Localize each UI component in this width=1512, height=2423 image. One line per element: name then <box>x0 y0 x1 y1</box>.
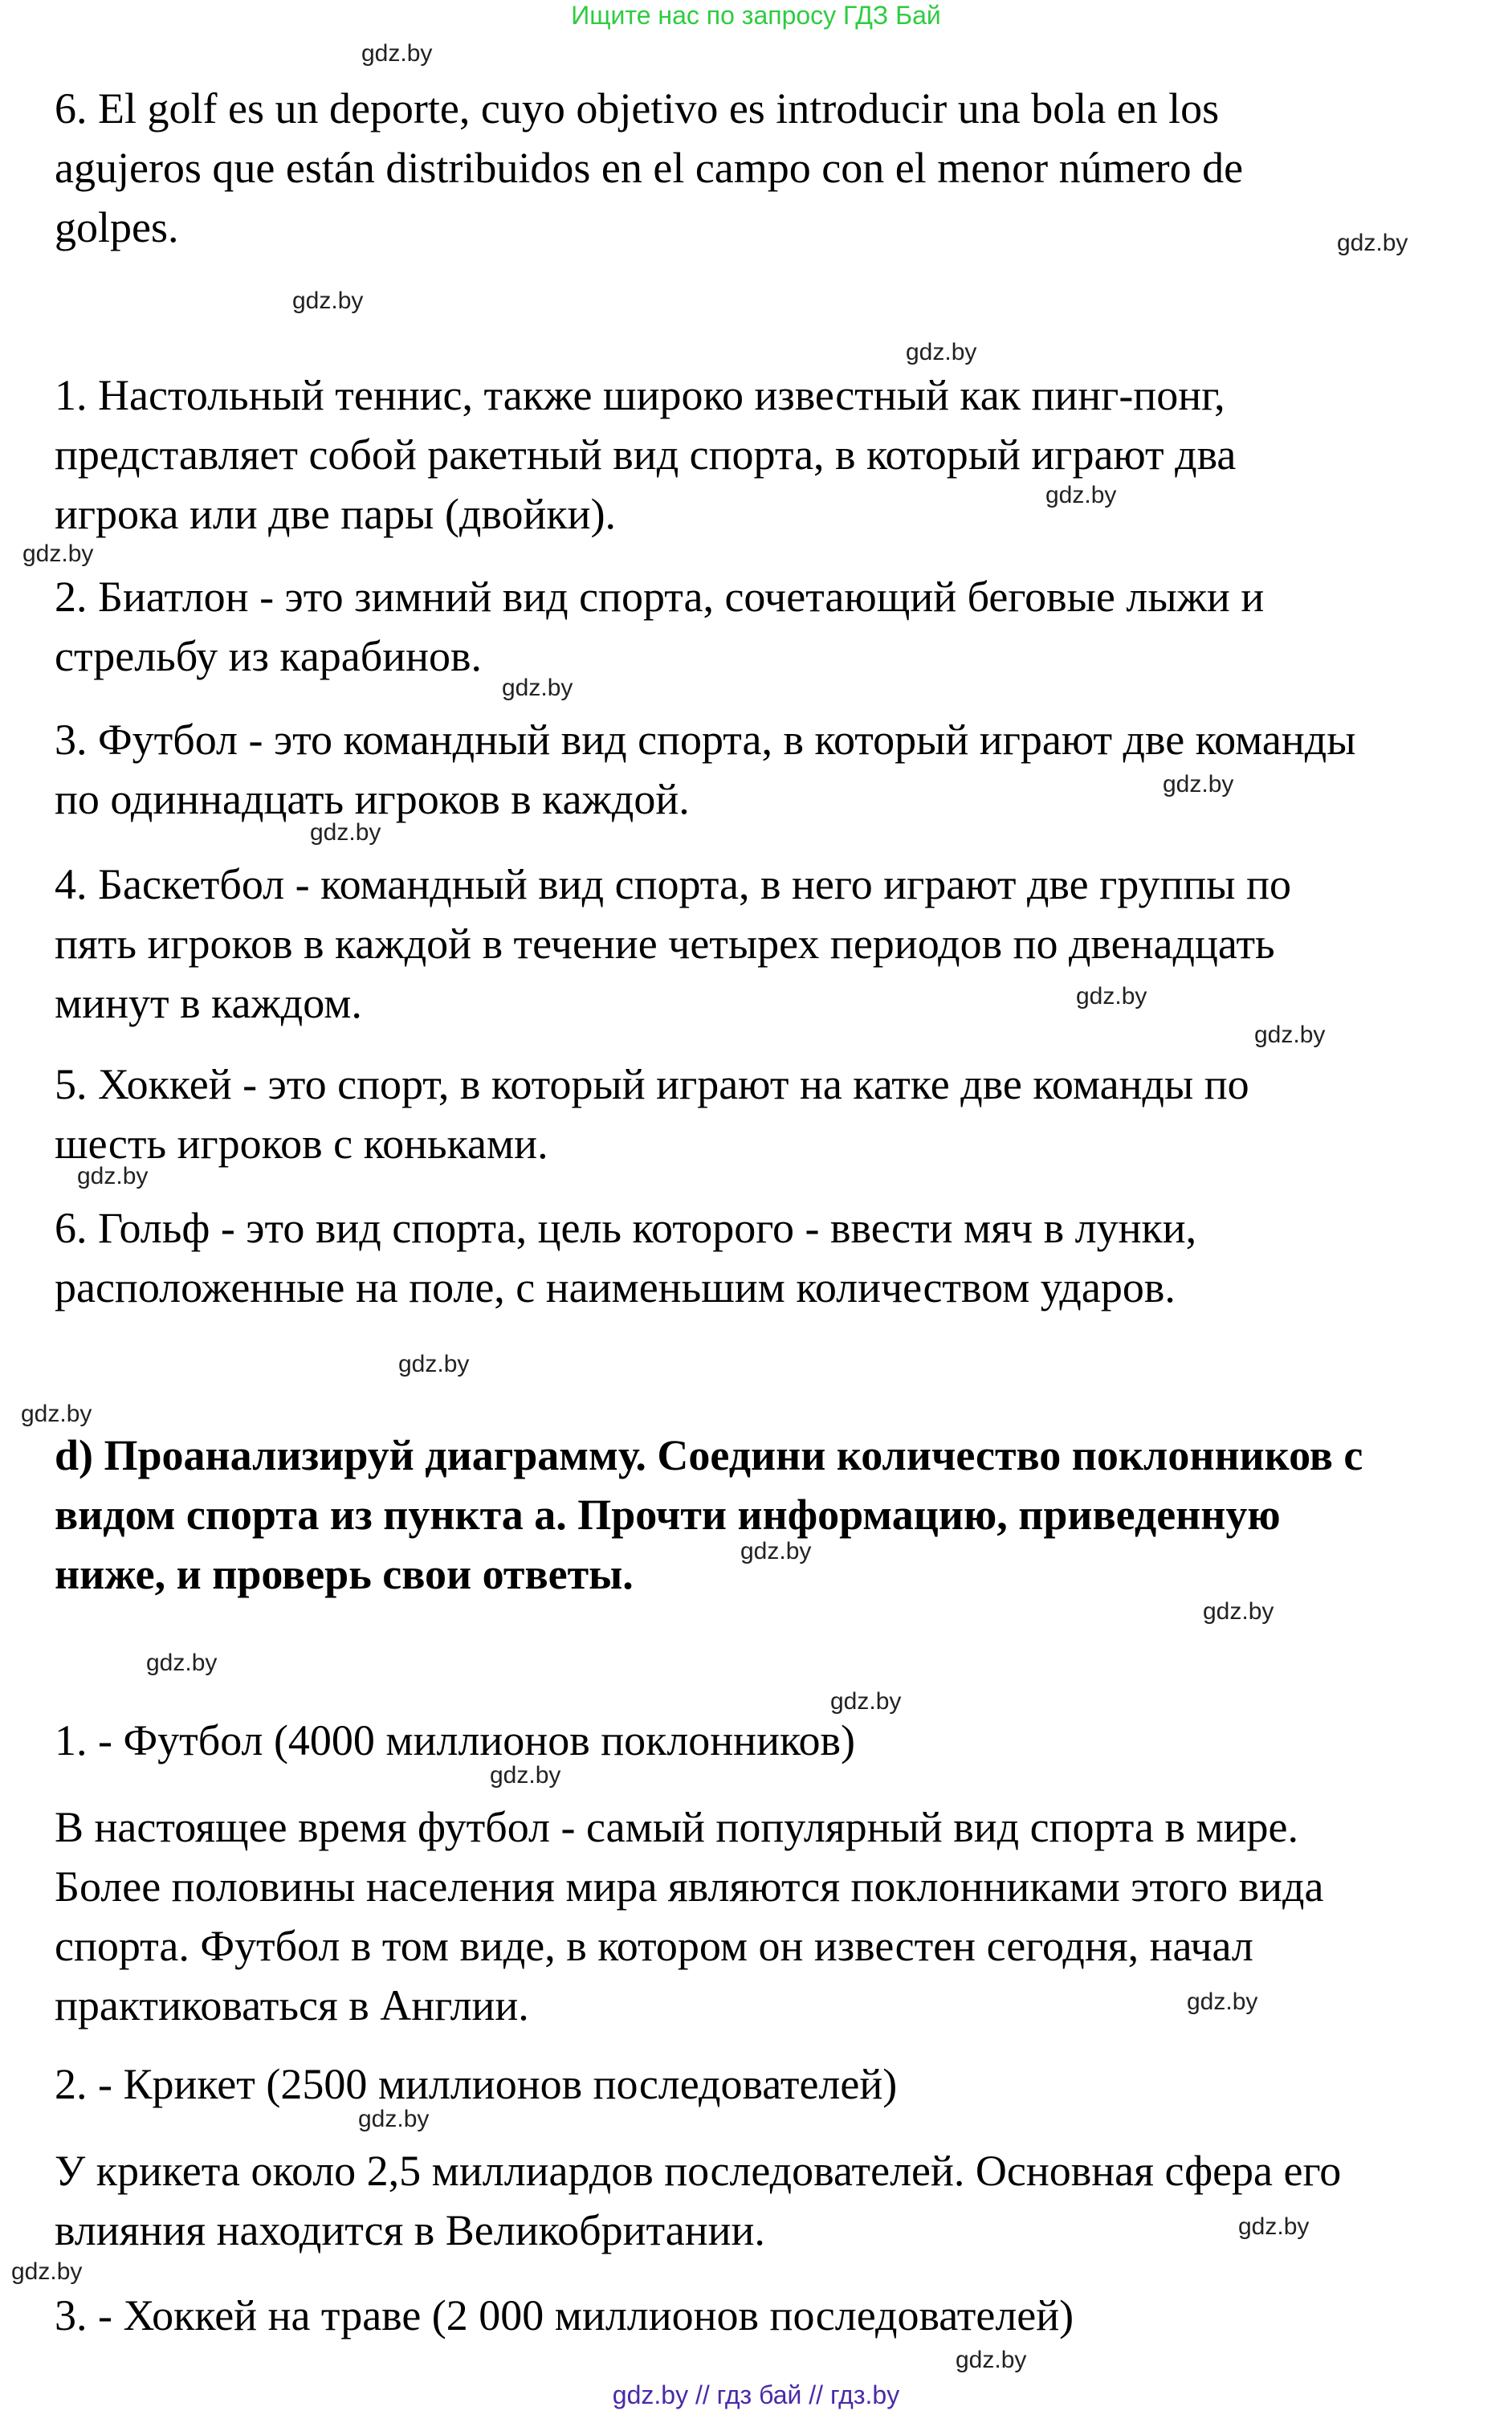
watermark: gdz.by <box>1076 983 1147 1010</box>
watermark: gdz.by <box>1254 1022 1326 1048</box>
watermark: gdz.by <box>1203 1598 1274 1625</box>
answer-2-heading: 2. - Крикет (2500 миллионов последователей) <box>55 2060 898 2108</box>
translation-item-6: 6. Гольф - это вид спорта, цель которого - ввести мяч в лунки, расположенные на поле, с наименьшим количеством ударов. <box>55 1204 1197 1311</box>
watermark: gdz.by <box>292 288 364 314</box>
watermark: gdz.by <box>21 1401 92 1427</box>
answer-3-heading: 3. - Хоккей на траве (2 000 миллионов последователей) <box>55 2291 1074 2339</box>
watermark: gdz.by <box>1045 482 1117 508</box>
watermark: gdz.by <box>1238 2213 1310 2240</box>
spanish-item-6: 6. El golf es un deporte, cuyo objetivo es introducir una bola en los agujeros que están distribuidos en el campo con el menor número de golpes. <box>55 84 1244 251</box>
watermark: gdz.by <box>310 819 381 846</box>
watermark: gdz.by <box>358 2106 430 2132</box>
translation-item-4: 4. Баскетбол - командный вид спорта, в него играют две группы по пять игроков в каждой в течение четырех периодов по двенадцать минут в каждом. <box>55 860 1291 1027</box>
translation-item-1: 1. Настольный теннис, также широко известный как пинг-понг, представляет собой ракетный вид спорта, в который играют два игрока или две пары (двойки). <box>55 371 1237 538</box>
watermark: gdz.by <box>22 540 94 567</box>
watermark: gdz.by <box>1163 771 1234 797</box>
answer-2-text: У крикета около 2,5 миллиардов последователей. Основная сфера его влияния находится в Великобритании. <box>55 2147 1342 2254</box>
header-banner[interactable]: Ищите нас по запросу ГДЗ Бай <box>571 1 941 30</box>
watermark: gdz.by <box>1187 1989 1258 2015</box>
answer-1-heading: 1. - Футбол (4000 миллионов поклонников) <box>55 1716 855 1764</box>
watermark: gdz.by <box>906 339 977 365</box>
translation-item-3: 3. Футбол - это командный вид спорта, в который играют две команды по одиннадцать игроков в каждой. <box>55 716 1356 823</box>
translation-item-5: 5. Хоккей - это спорт, в который играют на катке две команды по шесть игроков с коньками. <box>55 1060 1249 1168</box>
watermark: gdz.by <box>830 1688 902 1715</box>
watermark: gdz.by <box>398 1351 470 1377</box>
watermark: gdz.by <box>146 1650 218 1676</box>
watermark: gdz.by <box>1337 230 1408 256</box>
watermark: gdz.by <box>77 1163 149 1189</box>
task-d-title: d) Проанализируй диаграмму. Соедини количество поклонников с видом спорта из пункта а. Прочти информацию, приведенную ниже, и проверь свои ответы. <box>55 1431 1363 1598</box>
watermark: gdz.by <box>361 40 433 67</box>
watermark: gdz.by <box>490 1762 561 1789</box>
watermark: gdz.by <box>502 675 573 701</box>
watermark: gdz.by <box>11 2258 83 2285</box>
translation-item-2: 2. Биатлон - это зимний вид спорта, сочетающий беговые лыжи и стрельбу из карабинов. <box>55 573 1265 680</box>
answer-1-text: В настоящее время футбол - самый популярный вид спорта в мире. Более половины населения мира являются поклонниками этого вида спорта. Футбол в том виде, в котором он известен сегодня, начал практиковаться в Англии. <box>55 1803 1324 2029</box>
footer-banner[interactable]: gdz.by // гдз бай // гдз.by <box>612 2380 900 2409</box>
watermark: gdz.by <box>740 1538 812 1564</box>
watermark: gdz.by <box>956 2347 1027 2373</box>
